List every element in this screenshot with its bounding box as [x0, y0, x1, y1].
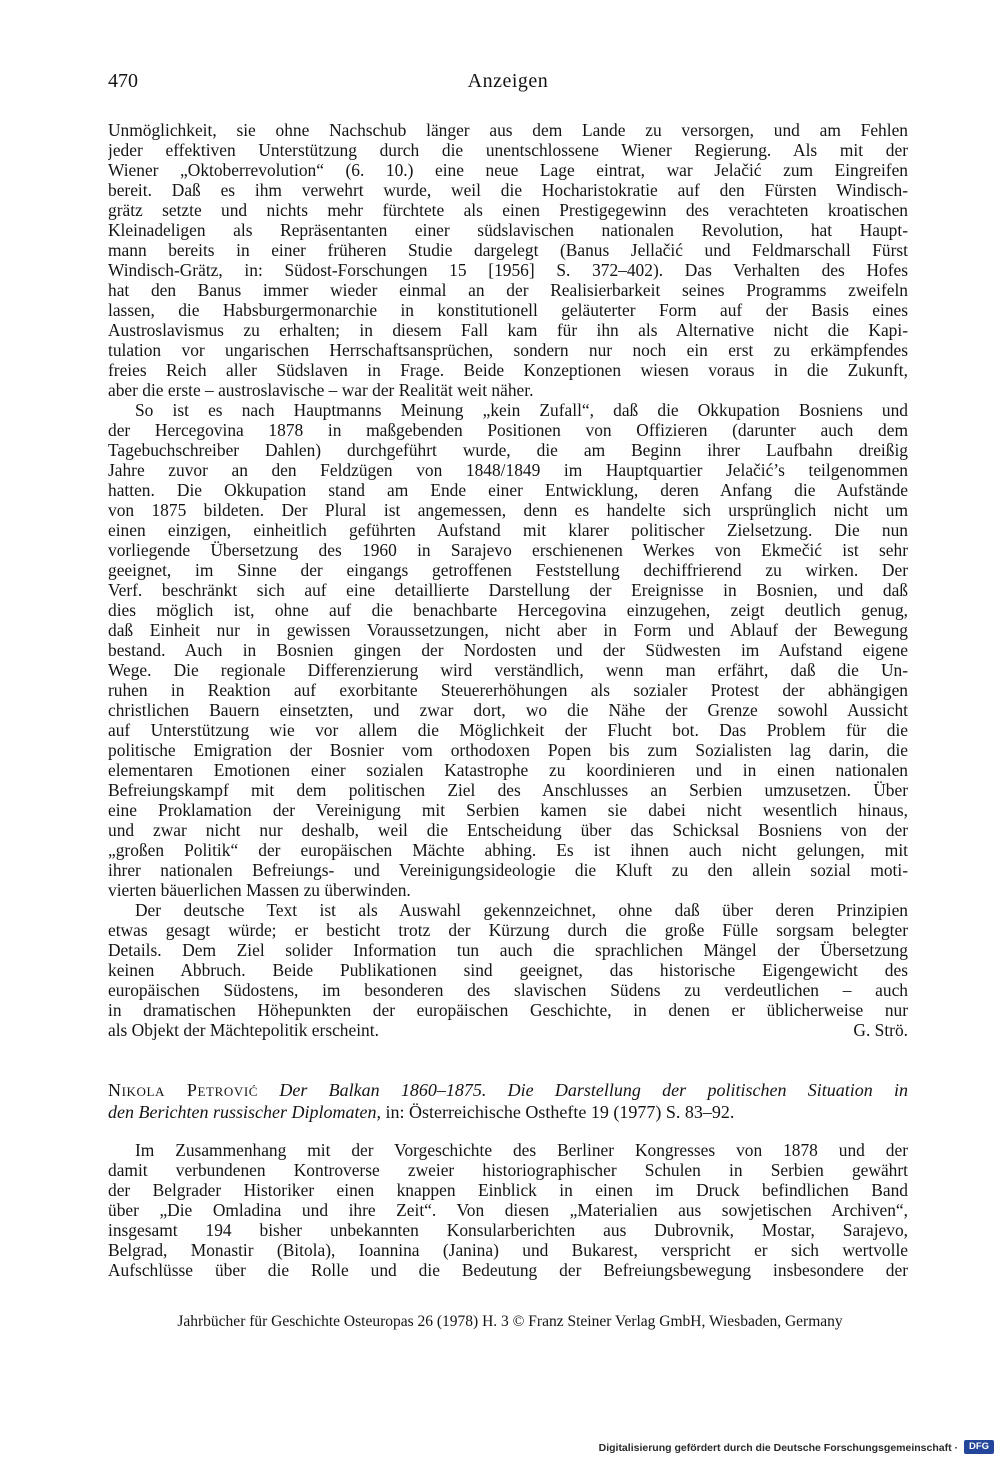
- text-line: bestand. Auch in Bosnien gingen der Nordosten und der Südwesten im Aufstand eigene: [108, 640, 908, 660]
- text-line: Kleinadeligen als Repräsentanten einer südslavischen nationalen Revolution, hat Haupt-: [108, 220, 908, 240]
- entry-heading: [108, 1079, 908, 1123]
- reviewer-signature: G. Strö.: [853, 1020, 908, 1040]
- entry-citation: in: Österreichische Osthefte 19 (1977) S. 83–92.: [385, 1102, 735, 1122]
- text-line: dies möglich ist, ohne auf die benachbarte Hercegovina einzugehen, zeigt deutlich genug,: [108, 600, 908, 620]
- entry-heading-line: [108, 1079, 908, 1101]
- text-line: So ist es nach Hauptmanns Meinung „kein Zufall“, daß die Okkupation Bosniens und: [135, 400, 908, 420]
- text-line: insgesamt 194 bisher unbekannten Konsularberichten aus Dubrovnik, Mostar, Sarajevo,: [108, 1220, 908, 1240]
- text-line: von 1875 bildeten. Der Plural ist angemessen, denn es handelte sich ursprünglich nicht um: [108, 500, 908, 520]
- text-line: elementaren Emotionen einer sozialen Katastrophe zu koordinieren und in einen nationalen: [108, 760, 908, 780]
- text-line: der Belgrader Historiker einen knappen Einblick in einen im Druck befindlichen Band: [108, 1180, 908, 1200]
- entry-title: den Berichten russischer Diplomaten,: [108, 1102, 381, 1122]
- text-line: christlichen Bauern einsetzten, und zwar dort, wo die Nähe der Grenze sowohl Aussicht: [108, 700, 908, 720]
- journal-footer: Jahrbücher für Geschichte Osteuropas 26 (1978) H. 3 © Franz Steiner Verlag GmbH, Wiesbaden, Germany: [177, 1313, 843, 1330]
- text-line: hat den Banus immer wieder einmal an der Realisierbarkeit seines Programms zweifeln: [108, 280, 908, 300]
- text-line: Aufschlüsse über die Rolle und die Bedeutung der Befreiungsbewegung insbesondere der: [108, 1260, 908, 1280]
- text-line: vorliegende Übersetzung des 1960 in Sarajevo erschienenen Werkes von Ekmečić ist sehr: [108, 540, 908, 560]
- text-line: Austroslavismus zu erhalten; in diesem Fall kam für ihn als Alternative nicht die Kapi-: [108, 320, 908, 340]
- text-line: grätz setzte und nichts mehr fürchtete als einen Prestigegewinn des verachteten kroatischen: [108, 200, 908, 220]
- text-line: ihrer nationalen Befreiungs- und Vereinigungsideologie die Kluft zu den allein sozial moti-: [108, 860, 908, 880]
- page-number: 470: [108, 70, 138, 92]
- running-head: Anzeigen: [467, 70, 549, 92]
- text-line: und zwar nicht nur deshalb, weil die Entscheidung über das Schicksal Bosniens von der: [108, 820, 908, 840]
- text-line: daß Einheit nur in gewissen Voraussetzungen, nicht aber in Form und Ablauf der Bewegung: [108, 620, 908, 640]
- text-line: politische Emigration der Bosnier vom orthodoxen Popen bis zum Sozialisten lag darin, die: [108, 740, 908, 760]
- text-line: aber die erste – austroslavische – war der Realität weit näher.: [108, 380, 534, 400]
- text-line: Wiener „Oktoberrevolution“ (6. 10.) eine neue Lage eintrat, war Jelačić zum Eingreifen: [108, 160, 908, 180]
- text-line: Jahre zuvor an den Feldzügen von 1848/1849 im Hauptquartier Jelačić’s teilgenommen: [108, 460, 908, 480]
- text-line: „großen Politik“ der europäischen Mächte abhing. Es ist ihnen auch nicht gelungen, mit: [108, 840, 908, 860]
- last-line-with-signature: [108, 1020, 908, 1040]
- text-line: tulation vor ungarischen Herrschaftsansprüchen, sondern nur noch ein erst zu erkämpfendes: [108, 340, 908, 360]
- text-line: eine Proklamation der Vereinigung mit Serbien kamen sie dabei nicht wesentlich hinaus,: [108, 800, 908, 820]
- text-line: Wege. Die regionale Differenzierung wird verständlich, wenn man erfährt, daß die Un-: [108, 660, 908, 680]
- text-line: Der deutsche Text ist als Auswahl gekennzeichnet, ohne daß über deren Prinzipien: [135, 900, 908, 920]
- text-line: bereit. Daß es ihm verwehrt wurde, weil die Hocharistokratie auf den Fürsten Windisch-: [108, 180, 908, 200]
- text-line: Im Zusammenhang mit der Vorgeschichte des Berliner Kongresses von 1878 und der: [135, 1140, 908, 1160]
- digitization-note: Digitalisierung gefördert durch die Deutsche Forschungsgemeinschaft ·: [598, 1442, 958, 1454]
- text-line: auf Unterstützung wie vor allem die Möglichkeit der Flucht bot. Das Problem für die: [108, 720, 908, 740]
- entry-title: Der Balkan 1860–1875. Die Darstellung der politischen Situation in: [279, 1080, 908, 1100]
- text-line: Unmöglichkeit, sie ohne Nachschub länger aus dem Lande zu versorgen, und am Fehlen: [108, 120, 908, 140]
- text-line: mann bereits in einer früheren Studie dargelegt (Banus Jellačić und Feldmarschall Fürst: [108, 240, 908, 260]
- text-line: über „Die Omladina und ihre Zeit“. Von diesen „Materialien aus sowjetischen Archiven“,: [108, 1200, 908, 1220]
- text-line: in dramatischen Höhepunkten der europäischen Geschichte, in denen er üblicherweise nur: [108, 1000, 908, 1020]
- text-line: einen einzigen, einheitlich geführten Aufstand mit klarer politischer Zielsetzung. Die nun: [108, 520, 908, 540]
- text-line: vierten bäuerlichen Massen zu überwinden.: [108, 880, 411, 900]
- text-line: keinen Abbruch. Beide Publikationen sind geeignet, das historische Eigengewicht des: [108, 960, 908, 980]
- text-line: Tagebuchschreiber Dahlen) durchgeführt wurde, die am Beginn ihrer Laufbahn dreißig: [108, 440, 908, 460]
- text-line: Befreiungskampf mit dem politischen Ziel des Anschlusses an Serbien umzusetzen. Über: [108, 780, 908, 800]
- text-line: Verf. beschränkt sich auf eine detaillierte Darstellung der Ereignisse in Bosnien, und daß: [108, 580, 908, 600]
- review-text: [108, 120, 908, 1040]
- page-header: [108, 70, 908, 100]
- text-line: freies Reich aller Südslaven in Frage. Beide Konzeptionen wiesen voraus in die Zukunft,: [108, 360, 908, 380]
- text-line: der Hercegovina 1878 in maßgebenden Positionen von Offizieren (darunter auch dem: [108, 420, 908, 440]
- entry-body: [108, 1140, 908, 1280]
- text-line: europäischen Südostens, im besonderen des slavischen Südens zu verdeutlichen – auch: [108, 980, 908, 1000]
- text-line: lassen, die Habsburgermonarchie in konstitutionell geläuterter Form auf der Basis eines: [108, 300, 908, 320]
- text-line: jeder effektiven Unterstützung durch die unentschlossene Wiener Regierung. Als mit der: [108, 140, 908, 160]
- text-line: Belgrad, Monastir (Bitola), Ioannina (Janina) und Bukarest, verspricht er sich wertvolle: [108, 1240, 908, 1260]
- text-line: Windisch-Grätz, in: Südost-Forschungen 15 [1956] S. 372–402). Das Verhalten des Hofes: [108, 260, 908, 280]
- dfg-logo: DFG: [964, 1440, 994, 1454]
- text-line: hatten. Die Okkupation stand am Ende einer Entwicklung, deren Anfang die Aufstände: [108, 480, 908, 500]
- text-line: als Objekt der Mächtepolitik erscheint.: [108, 1020, 379, 1040]
- entry-author: Nikola Petrović: [108, 1080, 259, 1100]
- text-line: etwas gesagt würde; er besticht trotz der Kürzung durch die große Fülle sorgsam belegter: [108, 920, 908, 940]
- text-line: Details. Dem Ziel solider Information tun auch die sprachlichen Mängel der Übersetzung: [108, 940, 908, 960]
- entry-heading-line: [108, 1101, 908, 1123]
- text-line: ruhen in Reaktion auf exorbitante Steuererhöhungen als sozialer Protest der abhängigen: [108, 680, 908, 700]
- text-line: damit verbundenen Kontroverse zweier historiographischer Schulen in Serbien gewährt: [108, 1160, 908, 1180]
- text-line: geeignet, im Sinne der eingangs getroffenen Feststellung dechiffrierend zu wirken. Der: [108, 560, 908, 580]
